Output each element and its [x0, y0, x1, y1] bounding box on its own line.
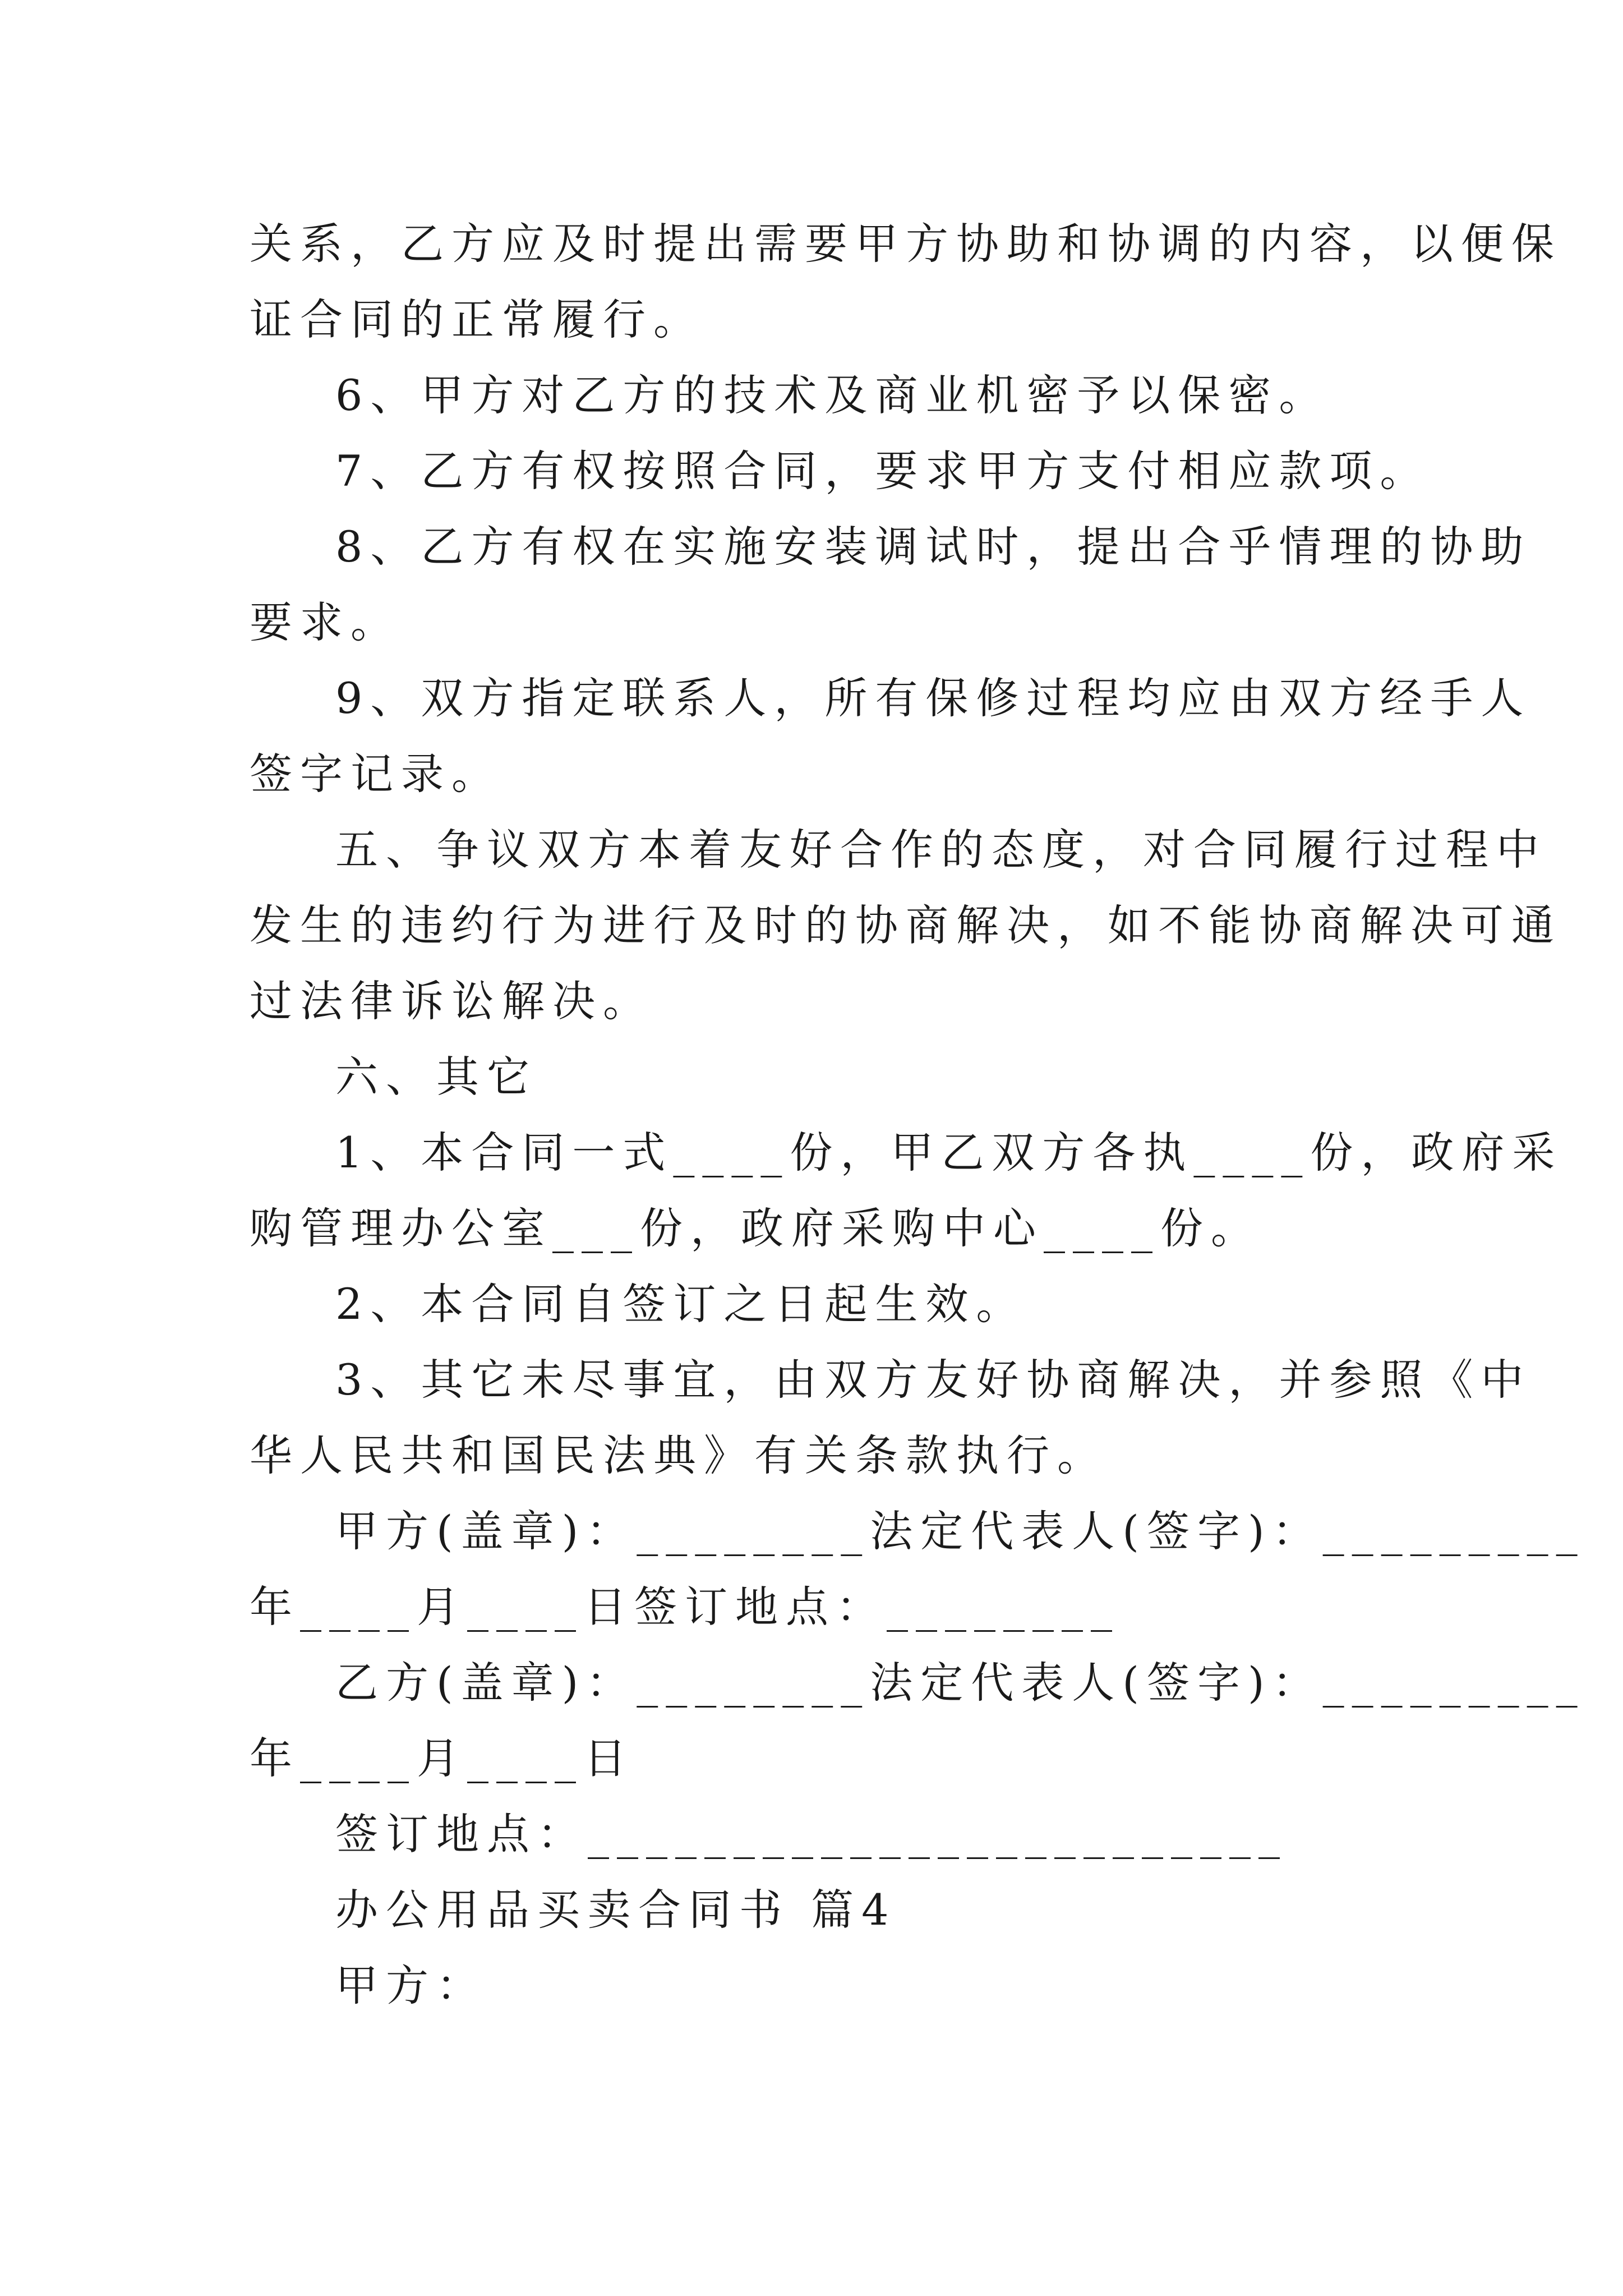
text-line: 过法律诉讼解决。 [250, 976, 653, 1026]
text-line: 五、争议双方本着友好合作的态度，对合同履行过程中 [335, 825, 1547, 875]
text-line: 购管理办公室___份，政府采购中心____份。 [250, 1203, 1261, 1253]
party-a-label: 甲方： [335, 1961, 487, 2010]
signing-place-line: 签订地点：________________________ [335, 1809, 1288, 1859]
text-line: 要求。 [250, 597, 401, 647]
date-line-party-a: 年____月____日签订地点：________ [250, 1582, 1120, 1632]
text-line: 华人民共和国民法典》有关条款执行。 [250, 1430, 1108, 1480]
text-line: 发生的违约行为进行及时的协商解决，如不能协商解决可通 [250, 900, 1562, 950]
section-title: 办公用品买卖合同书 篇4 [335, 1885, 897, 1935]
text-line: 证合同的正常履行。 [250, 295, 704, 344]
text-line: 6、甲方对乙方的技术及商业机密予以保密。 [335, 370, 1330, 420]
text-line: 1、本合同一式____份，甲乙双方各执____份，政府采 [335, 1128, 1563, 1177]
text-line: 关系，乙方应及时提出需要甲方协助和协调的内容，以便保 [250, 219, 1562, 269]
text-line: 3、其它未尽事宜，由双方友好协商解决，并参照《中 [335, 1355, 1532, 1405]
text-line: 签字记录。 [250, 749, 502, 799]
text-line: 2、本合同自签订之日起生效。 [335, 1279, 1027, 1329]
section-heading: 六、其它 [335, 1052, 537, 1102]
text-line: 7、乙方有权按照合同，要求甲方支付相应款项。 [335, 446, 1431, 496]
signature-line-party-b: 乙方(盖章)：________法定代表人(签字)：_________ [335, 1658, 1585, 1708]
text-line: 9、双方指定联系人，所有保修过程均应由双方经手人 [335, 673, 1532, 723]
date-line-party-b: 年____月____日 [250, 1733, 634, 1783]
signature-line-party-a: 甲方(盖章)：________法定代表人(签字)：_________ [335, 1506, 1585, 1556]
text-line: 8、乙方有权在实施安装调试时，提出合乎情理的协助 [335, 522, 1532, 572]
